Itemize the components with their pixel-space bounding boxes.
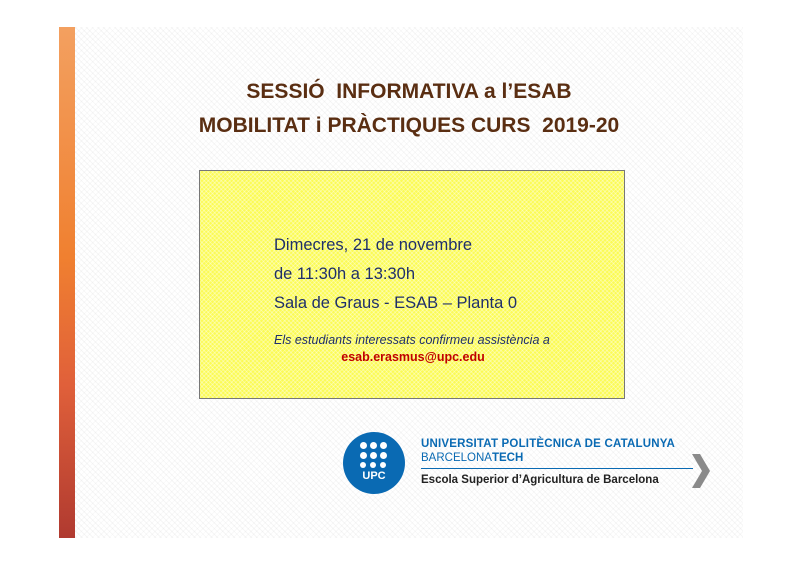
session-time: de 11:30h a 13:30h — [274, 265, 415, 283]
upc-logo — [343, 432, 713, 492]
title-line-2: MOBILITAT i PRÀCTIQUES CURS 2019-20 — [198, 114, 620, 137]
upc-mark: UPC — [362, 470, 386, 482]
session-details — [274, 231, 517, 318]
logo-divider — [421, 468, 693, 469]
title-line-1: SESSIÓ INFORMATIVA a l’ESAB — [246, 80, 572, 103]
session-date: Dimecres, 21 de novembre — [274, 236, 473, 254]
session-location: Sala de Graus - ESAB – Planta 0 — [274, 294, 518, 312]
rsvp-note: Els estudiants interessats confirmeu assistència a — [274, 333, 550, 347]
chevron-right-icon — [692, 454, 710, 488]
session-info-box — [199, 170, 625, 399]
accent-bar — [59, 27, 75, 538]
barcelonatech-tag: BARCELONATECH — [421, 452, 524, 464]
rsvp-email-link[interactable]: esab.erasmus@upc.edu — [341, 350, 485, 364]
upc-emblem-icon — [343, 432, 405, 494]
university-name: UNIVERSITAT POLITÈCNICA DE CATALUNYA — [421, 438, 676, 450]
school-name: Escola Superior d’Agricultura de Barcelona — [421, 474, 659, 486]
